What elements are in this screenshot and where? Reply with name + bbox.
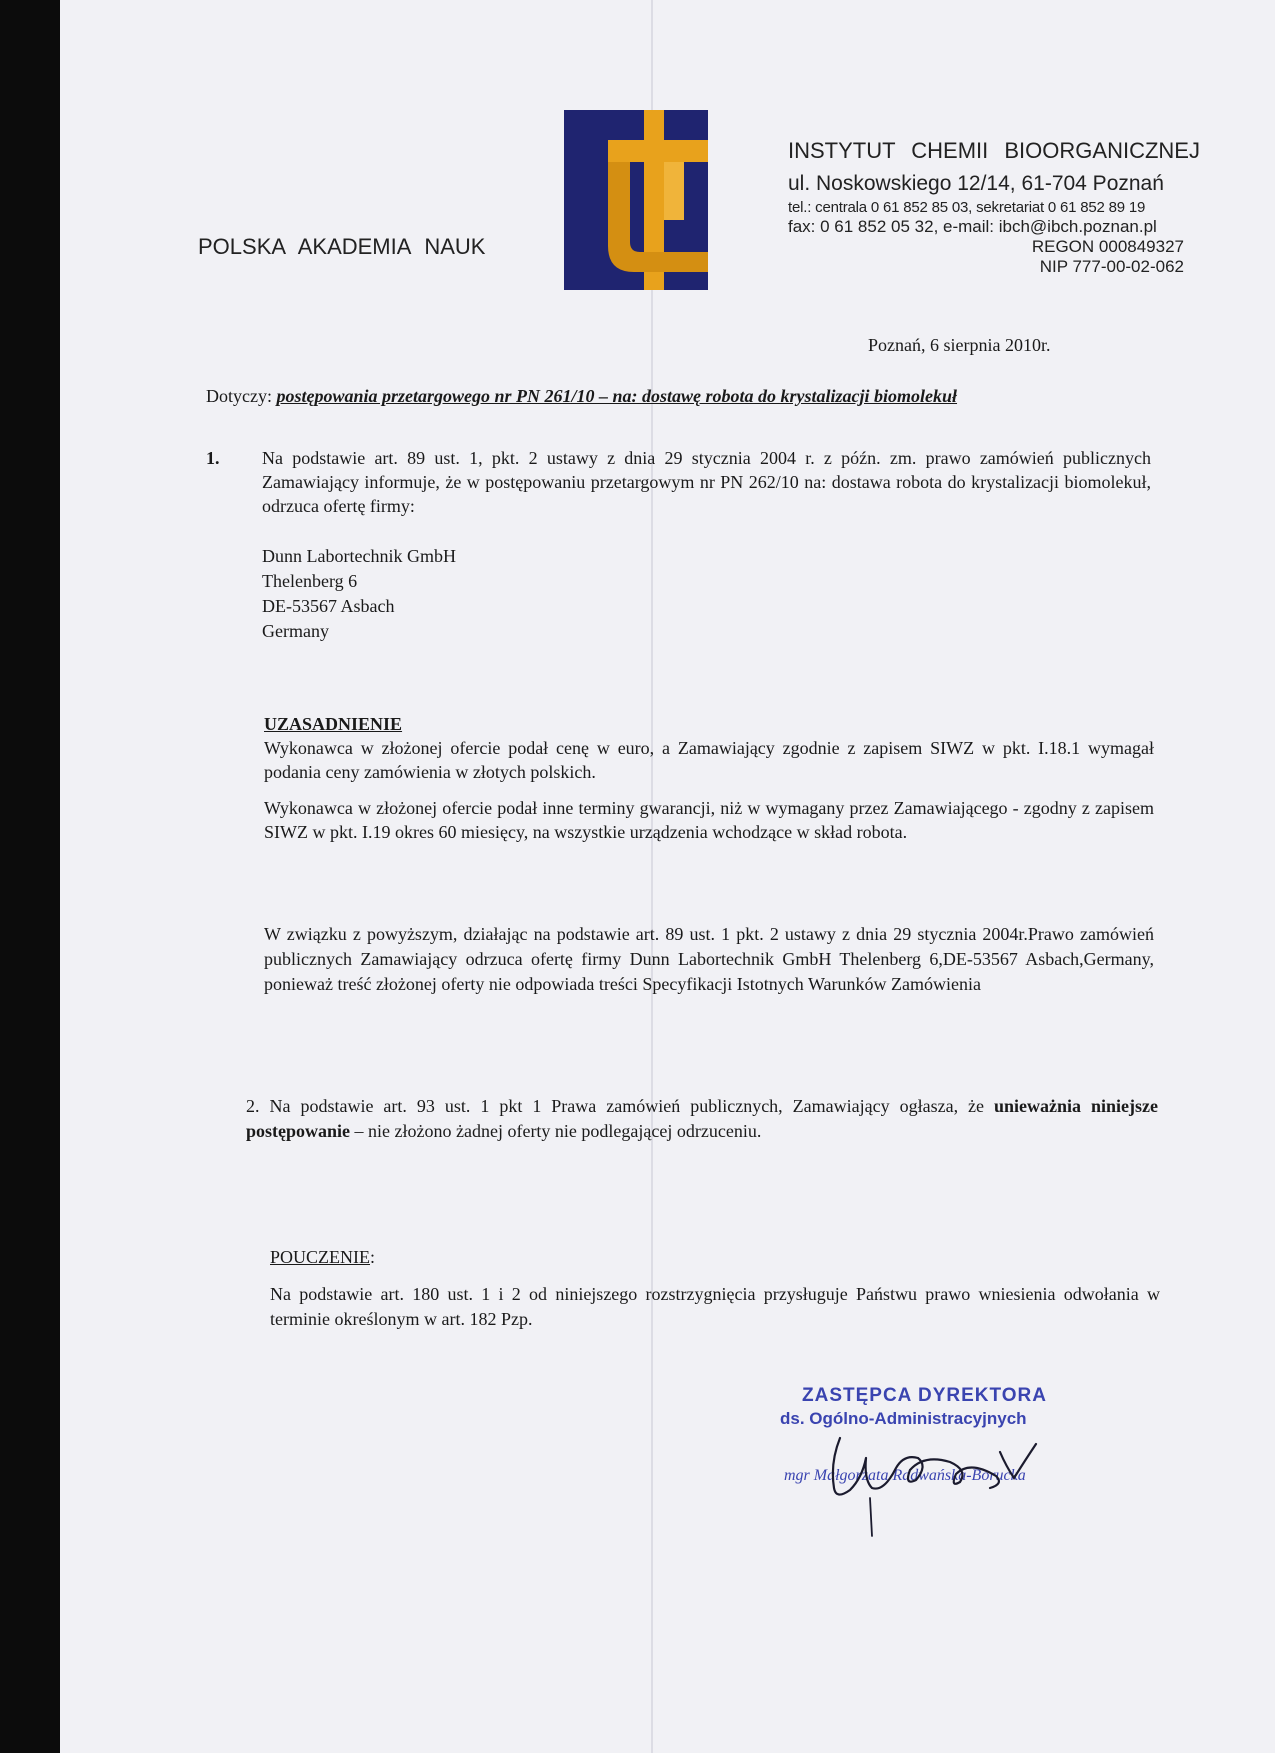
institute-nip: NIP 777-00-02-062 bbox=[1039, 257, 1184, 276]
institute-address: ul. Noskowskiego 12/14, 61-704 Poznań bbox=[788, 172, 1164, 195]
institute-name: INSTYTUT CHEMII BIOORGANICZNEJ bbox=[788, 138, 1200, 163]
company-address bbox=[262, 544, 456, 644]
notice-heading: POUCZENIE bbox=[270, 1247, 370, 1267]
notice-heading-line bbox=[270, 1245, 1160, 1270]
institute-fax-email: fax: 0 61 852 05 32, e-mail: ibch@ibch.poznan.pl bbox=[788, 217, 1157, 236]
subject-text: postępowania przetargowego nr PN 261/10 – na: dostawę robota do krystalizacji biomolekuł bbox=[276, 386, 958, 406]
scan-edge-band bbox=[0, 0, 60, 1753]
conclusion-paragraph: W związku z powyższym, działając na podstawie art. 89 ust. 1 pkt. 2 ustawy z dnia 29 stycznia 2004r.Prawo zamówień publicznych Zamawiający odrzuca ofertę firmy Dunn Labortechnik GmbH Thelenberg 6,DE-53567 Asbach,Germany, ponieważ treść złożonej oferty nie odpowiada treści Specyfikacji Istotnych Warunków Zamówienia bbox=[264, 924, 1154, 994]
justification-heading: UZASADNIENIE bbox=[264, 714, 403, 734]
justification-section bbox=[264, 712, 1154, 844]
handwritten-signature bbox=[800, 1418, 1060, 1538]
company-city: DE-53567 Asbach bbox=[262, 596, 395, 616]
subject-label: Dotyczy: bbox=[206, 386, 272, 406]
academy-name: POLSKA AKADEMIA NAUK bbox=[198, 234, 486, 259]
subject-line bbox=[206, 386, 1106, 407]
justification-reason-2: Wykonawca w złożonej ofercie podał inne terminy gwarancji, niż w wymagany przez Zamawiającego - zgodny z zapisem SIWZ w pkt. I.19 okres 60 miesięcy, na wszystkie urządzenia wchodzące w skład robota. bbox=[264, 798, 1154, 842]
point-2-number: 2. bbox=[246, 1096, 260, 1116]
company-name: Dunn Labortechnik GmbH bbox=[262, 546, 456, 566]
institute-logo-icon bbox=[564, 110, 708, 290]
company-country: Germany bbox=[262, 621, 329, 641]
notice-section bbox=[270, 1245, 1160, 1332]
stamp-title: ZASTĘPCA DYREKTORA bbox=[802, 1385, 1047, 1406]
institute-letterhead bbox=[788, 138, 1200, 277]
institute-regon: REGON 000849327 bbox=[1031, 237, 1184, 256]
company-street: Thelenberg 6 bbox=[262, 571, 358, 591]
notice-heading-colon: : bbox=[370, 1247, 376, 1267]
stamp-person: mgr Małgorzata Radwańska-Borucka bbox=[784, 1467, 1026, 1484]
point-2-text-end: – nie złożono żadnej oferty nie podlegającej odrzuceniu. bbox=[354, 1121, 762, 1141]
letter-date: Poznań, 6 sierpnia 2010r. bbox=[868, 335, 1051, 355]
justification-reason-1: Wykonawca w złożonej ofercie podał cenę w euro, a Zamawiający zgodnie z zapisem SIWZ w pkt. I.18.1 wymagał podania ceny zamówienia w złotych polskich. bbox=[264, 738, 1154, 782]
stamp-department: ds. Ogólno-Administracyjnych bbox=[780, 1409, 1027, 1428]
notice-text: Na podstawie art. 180 ust. 1 i 2 od niniejszego rozstrzygnięcia przysługuje Państwu prawo wniesienia odwołania w terminie określonym w art. 182 Pzp. bbox=[270, 1284, 1160, 1329]
point-2-text-start: Na podstawie art. 93 ust. 1 pkt 1 Prawa zamówień publicznych, Zamawiający ogłasza, że bbox=[269, 1096, 985, 1116]
institute-phone: tel.: centrala 0 61 852 85 03, sekretariat 0 61 852 89 19 bbox=[788, 199, 1146, 216]
point-2 bbox=[246, 1094, 1158, 1144]
point-2-text-bold: unieważnia niniejsze postępowanie bbox=[246, 1096, 1158, 1141]
point-1-text: Na podstawie art. 89 ust. 1, pkt. 2 ustawy z dnia 29 stycznia 2004 r. z późn. zm. prawo zamówień publicznych Zamawiający informuje, że w postępowaniu przetargowym nr PN 262/10 na: dostawa robota do krystalizacji biomolekuł, odrzuca ofertę firmy: bbox=[262, 448, 1151, 516]
point-1-number: 1. bbox=[206, 448, 220, 468]
